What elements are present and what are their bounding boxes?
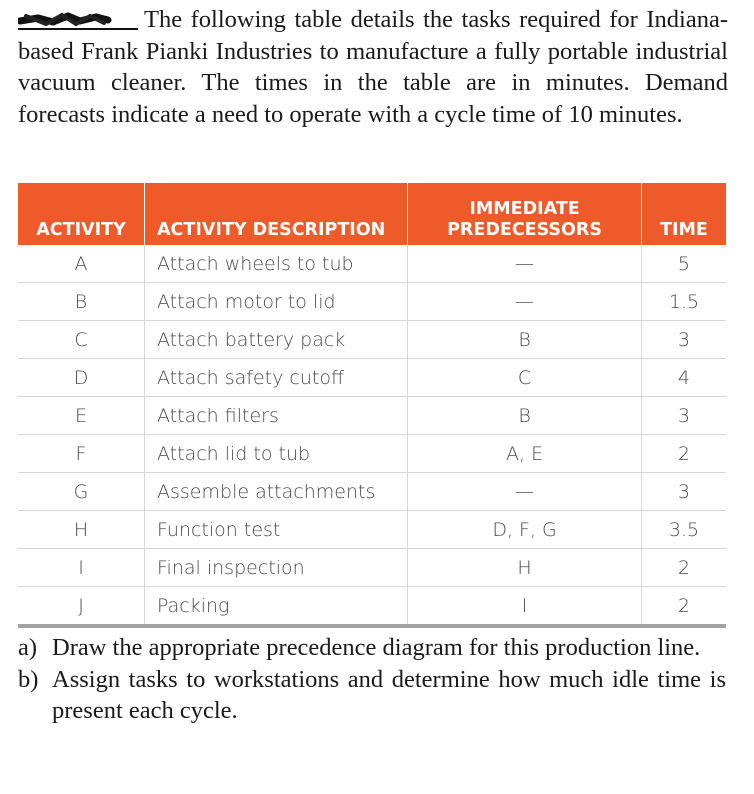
cell-time: 5 xyxy=(641,245,726,283)
cell-time: 3 xyxy=(641,397,726,435)
cell-activity: D xyxy=(18,359,145,397)
task-table xyxy=(18,183,726,628)
cell-time: 1.5 xyxy=(641,283,726,321)
table-row xyxy=(18,511,726,549)
cell-predecessors: — xyxy=(408,283,642,321)
cell-description: Assemble attachments xyxy=(145,473,408,511)
question-text: Assign tasks to workstations and determine how much idle time is present each cycle. xyxy=(52,665,726,724)
header-immediate-predecessors xyxy=(408,183,642,245)
cell-time: 3 xyxy=(641,473,726,511)
table-row xyxy=(18,435,726,473)
cell-activity: I xyxy=(18,549,145,587)
cell-activity: J xyxy=(18,587,145,627)
cell-time: 2 xyxy=(641,435,726,473)
cell-activity: G xyxy=(18,473,145,511)
cell-description: Attach safety cutoff xyxy=(145,359,408,397)
cell-activity: C xyxy=(18,321,145,359)
table-row xyxy=(18,587,726,627)
cell-activity: A xyxy=(18,245,145,283)
question-label: b) xyxy=(18,665,39,693)
table-header-row xyxy=(18,183,726,245)
cell-time: 3 xyxy=(641,321,726,359)
header-predecessors-line2: PREDECESSORS xyxy=(447,220,602,240)
problem-statement xyxy=(18,4,728,130)
table-row xyxy=(18,321,726,359)
header-time: TIME xyxy=(641,183,726,245)
header-activity-description: ACTIVITY DESCRIPTION xyxy=(145,183,408,245)
cell-description: Final inspection xyxy=(145,549,408,587)
cell-activity: B xyxy=(18,283,145,321)
cell-time: 4 xyxy=(641,359,726,397)
cell-time: 2 xyxy=(641,549,726,587)
table-row xyxy=(18,283,726,321)
cell-description: Attach battery pack xyxy=(145,321,408,359)
table-row xyxy=(18,473,726,511)
table-row xyxy=(18,397,726,435)
table-row xyxy=(18,359,726,397)
cell-predecessors: I xyxy=(408,587,642,627)
question-item xyxy=(18,664,726,727)
question-item xyxy=(18,632,726,664)
cell-activity: E xyxy=(18,397,145,435)
cell-description: Attach wheels to tub xyxy=(145,245,408,283)
cell-description: Attach motor to lid xyxy=(145,283,408,321)
header-predecessors-line1: IMMEDIATE xyxy=(469,199,580,219)
cell-predecessors: — xyxy=(408,245,642,283)
question-label: a) xyxy=(18,634,38,661)
cell-activity: F xyxy=(18,435,145,473)
cell-description: Attach filters xyxy=(145,397,408,435)
header-activity: ACTIVITY xyxy=(18,183,145,245)
question-text: Draw the appropriate precedence diagram for this production line. xyxy=(52,634,701,661)
cell-description: Function test xyxy=(145,511,408,549)
table-row xyxy=(18,549,726,587)
cell-activity: H xyxy=(18,511,145,549)
cell-predecessors: A, E xyxy=(408,435,642,473)
cell-time: 3.5 xyxy=(641,511,726,549)
intro-text: The following table details the tasks required for Indiana-based Frank Pianki Industries to manufacture a fully portable industrial vacuum cleaner. The times in the table are in minutes. Demand forecasts indicate a need to operate with a cycle time of 10 minutes. xyxy=(18,6,728,128)
table-row xyxy=(18,245,726,283)
cell-time: 2 xyxy=(641,587,726,627)
cell-predecessors: D, F, G xyxy=(408,511,642,549)
cell-predecessors: H xyxy=(408,549,642,587)
cell-predecessors: B xyxy=(408,321,642,359)
question-list xyxy=(18,632,726,727)
cell-predecessors: — xyxy=(408,473,642,511)
cell-description: Attach lid to tub xyxy=(145,435,408,473)
cell-predecessors: B xyxy=(408,397,642,435)
cell-predecessors: C xyxy=(408,359,642,397)
redacted-scribble xyxy=(18,7,138,33)
cell-description: Packing xyxy=(145,587,408,627)
